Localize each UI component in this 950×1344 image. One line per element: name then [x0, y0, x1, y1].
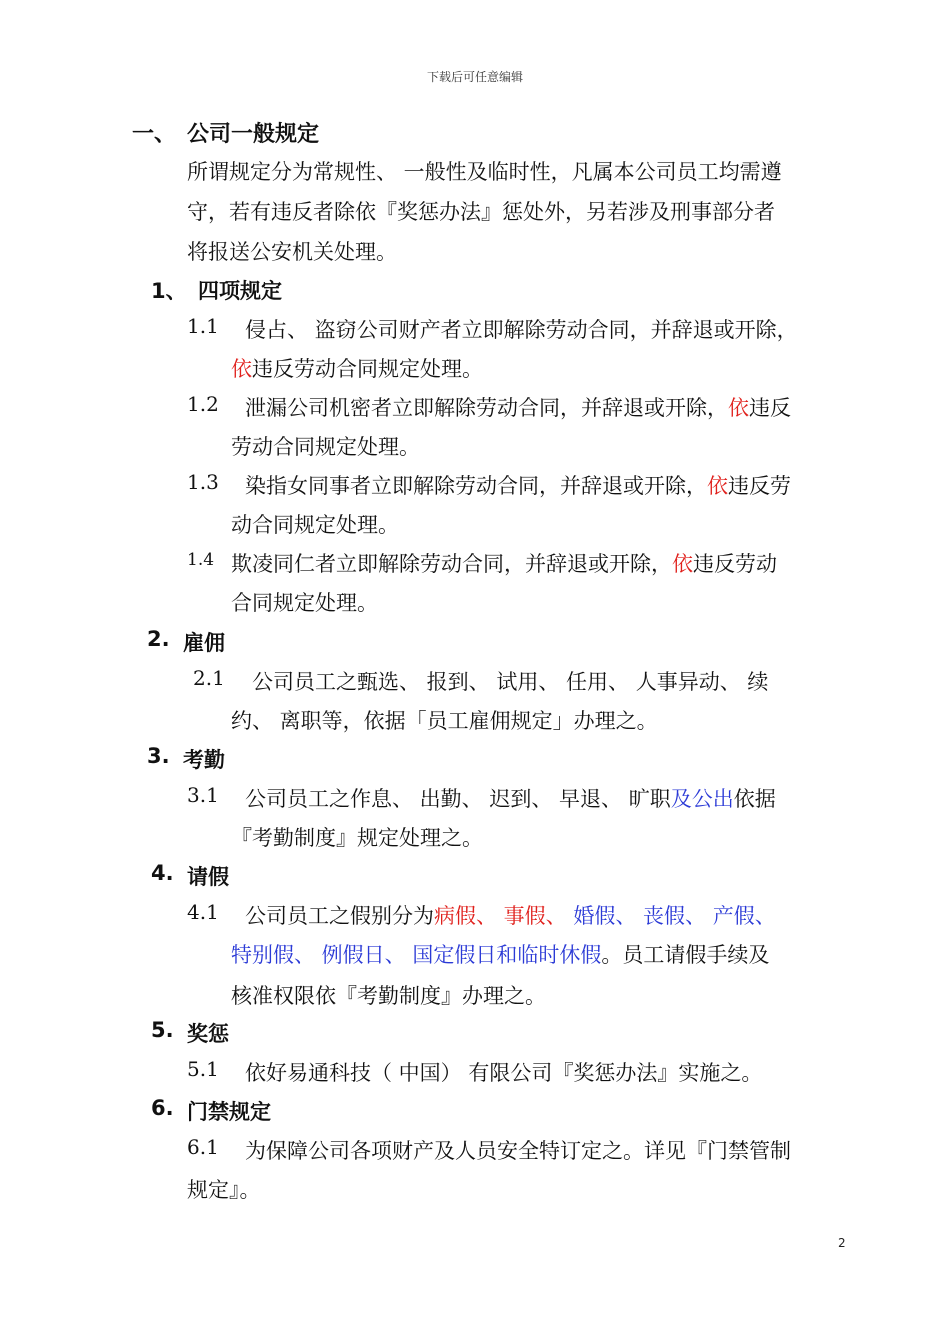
- item-line: [245, 783, 776, 813]
- highlight-red: 依: [231, 357, 252, 381]
- item-line: [231, 548, 777, 578]
- item-text: 公司员工之假别分为: [245, 904, 434, 928]
- highlight-red: 依: [728, 396, 749, 420]
- item-text: 。员工请假手续及: [601, 943, 770, 967]
- subsection-number: 2.: [147, 627, 170, 651]
- highlight-red: 病假、 事假、: [434, 904, 567, 928]
- subsection-number: 6.: [151, 1096, 174, 1120]
- subsection-number: 3.: [147, 744, 170, 768]
- subsection-number: 4.: [151, 861, 174, 885]
- section-number: 一、: [132, 122, 177, 147]
- subsection-number: 1、: [151, 279, 187, 303]
- item-line: 动合同规定处理。: [231, 513, 399, 537]
- item-number: 2.1: [193, 666, 225, 690]
- item-number: 3.1: [187, 783, 219, 807]
- item-text: 违反劳动合同规定处理。: [252, 357, 483, 381]
- item-number: 5.1: [187, 1057, 219, 1081]
- item-number: 1.1: [187, 314, 219, 338]
- item-text: 欺凌同仁者立即解除劳动合同，并辞退或开除，: [231, 552, 672, 576]
- paragraph-line: 所谓规定分为常规性、 一般性及临时性，凡属本公司员工均需遵: [187, 160, 782, 184]
- subsection-title: 奖惩: [187, 1022, 229, 1046]
- highlight-red: 依: [707, 474, 728, 498]
- item-line: 规定』。: [187, 1178, 261, 1202]
- subsection-number: 5.: [151, 1018, 174, 1042]
- item-line: 核准权限依『考勤制度』办理之。: [231, 984, 546, 1008]
- item-text: 依据: [733, 787, 776, 811]
- highlight-blue: 婚假、 丧假、 产假、: [566, 904, 776, 928]
- page-header: 下载后可任意编辑: [426, 70, 523, 84]
- page-number: 2: [838, 1236, 846, 1250]
- item-line: 为保障公司各项财产及人员安全特订定之。详见『门禁管制: [245, 1139, 791, 1163]
- item-number: 1.2: [187, 392, 219, 416]
- subsection-title: 四项规定: [198, 279, 282, 303]
- item-text: 公司员工之作息、 出勤、 迟到、 早退、 旷职: [245, 787, 671, 811]
- subsection-title: 门禁规定: [187, 1100, 271, 1124]
- item-line: 约、 离职等，依据「员工雇佣规定」办理之。: [231, 709, 658, 733]
- item-line: 侵占、 盗窃公司财产者立即解除劳动合同，并辞退或开除，: [245, 318, 798, 342]
- paragraph-line: 将报送公安机关处理。: [187, 240, 397, 264]
- item-text: 违反劳动: [693, 552, 777, 576]
- item-line: 公司员工之甄选、 报到、 试用、 任用、 人事异动、 续: [252, 670, 769, 694]
- highlight-blue: 特别假、 例假日、 国定假日和临时休假: [231, 943, 602, 967]
- item-number: 4.1: [187, 900, 219, 924]
- section-title: 公司一般规定: [187, 122, 320, 147]
- item-number: 6.1: [187, 1135, 219, 1159]
- item-text: 染指女同事者立即解除劳动合同，并辞退或开除，: [245, 474, 707, 498]
- item-line: 劳动合同规定处理。: [231, 435, 420, 459]
- item-number: 1.4: [187, 550, 215, 570]
- highlight-blue: 及公出: [670, 787, 734, 811]
- item-text: 违反劳: [728, 474, 791, 498]
- subsection-title: 请假: [187, 865, 229, 889]
- item-line: [245, 392, 791, 422]
- item-line: [245, 900, 776, 930]
- subsection-title: 考勤: [183, 748, 225, 772]
- item-line: 合同规定处理。: [231, 591, 378, 615]
- item-text: 泄漏公司机密者立即解除劳动合同，并辞退或开除，: [245, 396, 728, 420]
- item-line: 依好易通科技（ 中国） 有限公司『奖惩办法』实施之。: [245, 1061, 763, 1085]
- item-line: [245, 470, 791, 500]
- item-line: 『考勤制度』规定处理之。: [231, 826, 483, 850]
- highlight-red: 依: [672, 552, 693, 576]
- item-line: [231, 939, 769, 969]
- item-line: [231, 353, 483, 383]
- paragraph-line: 守，若有违反者除依『奖惩办法』惩处外，另若涉及刑事部分者: [187, 200, 775, 224]
- item-text: 违反: [749, 396, 791, 420]
- item-number: 1.3: [187, 470, 219, 494]
- subsection-title: 雇佣: [183, 631, 225, 655]
